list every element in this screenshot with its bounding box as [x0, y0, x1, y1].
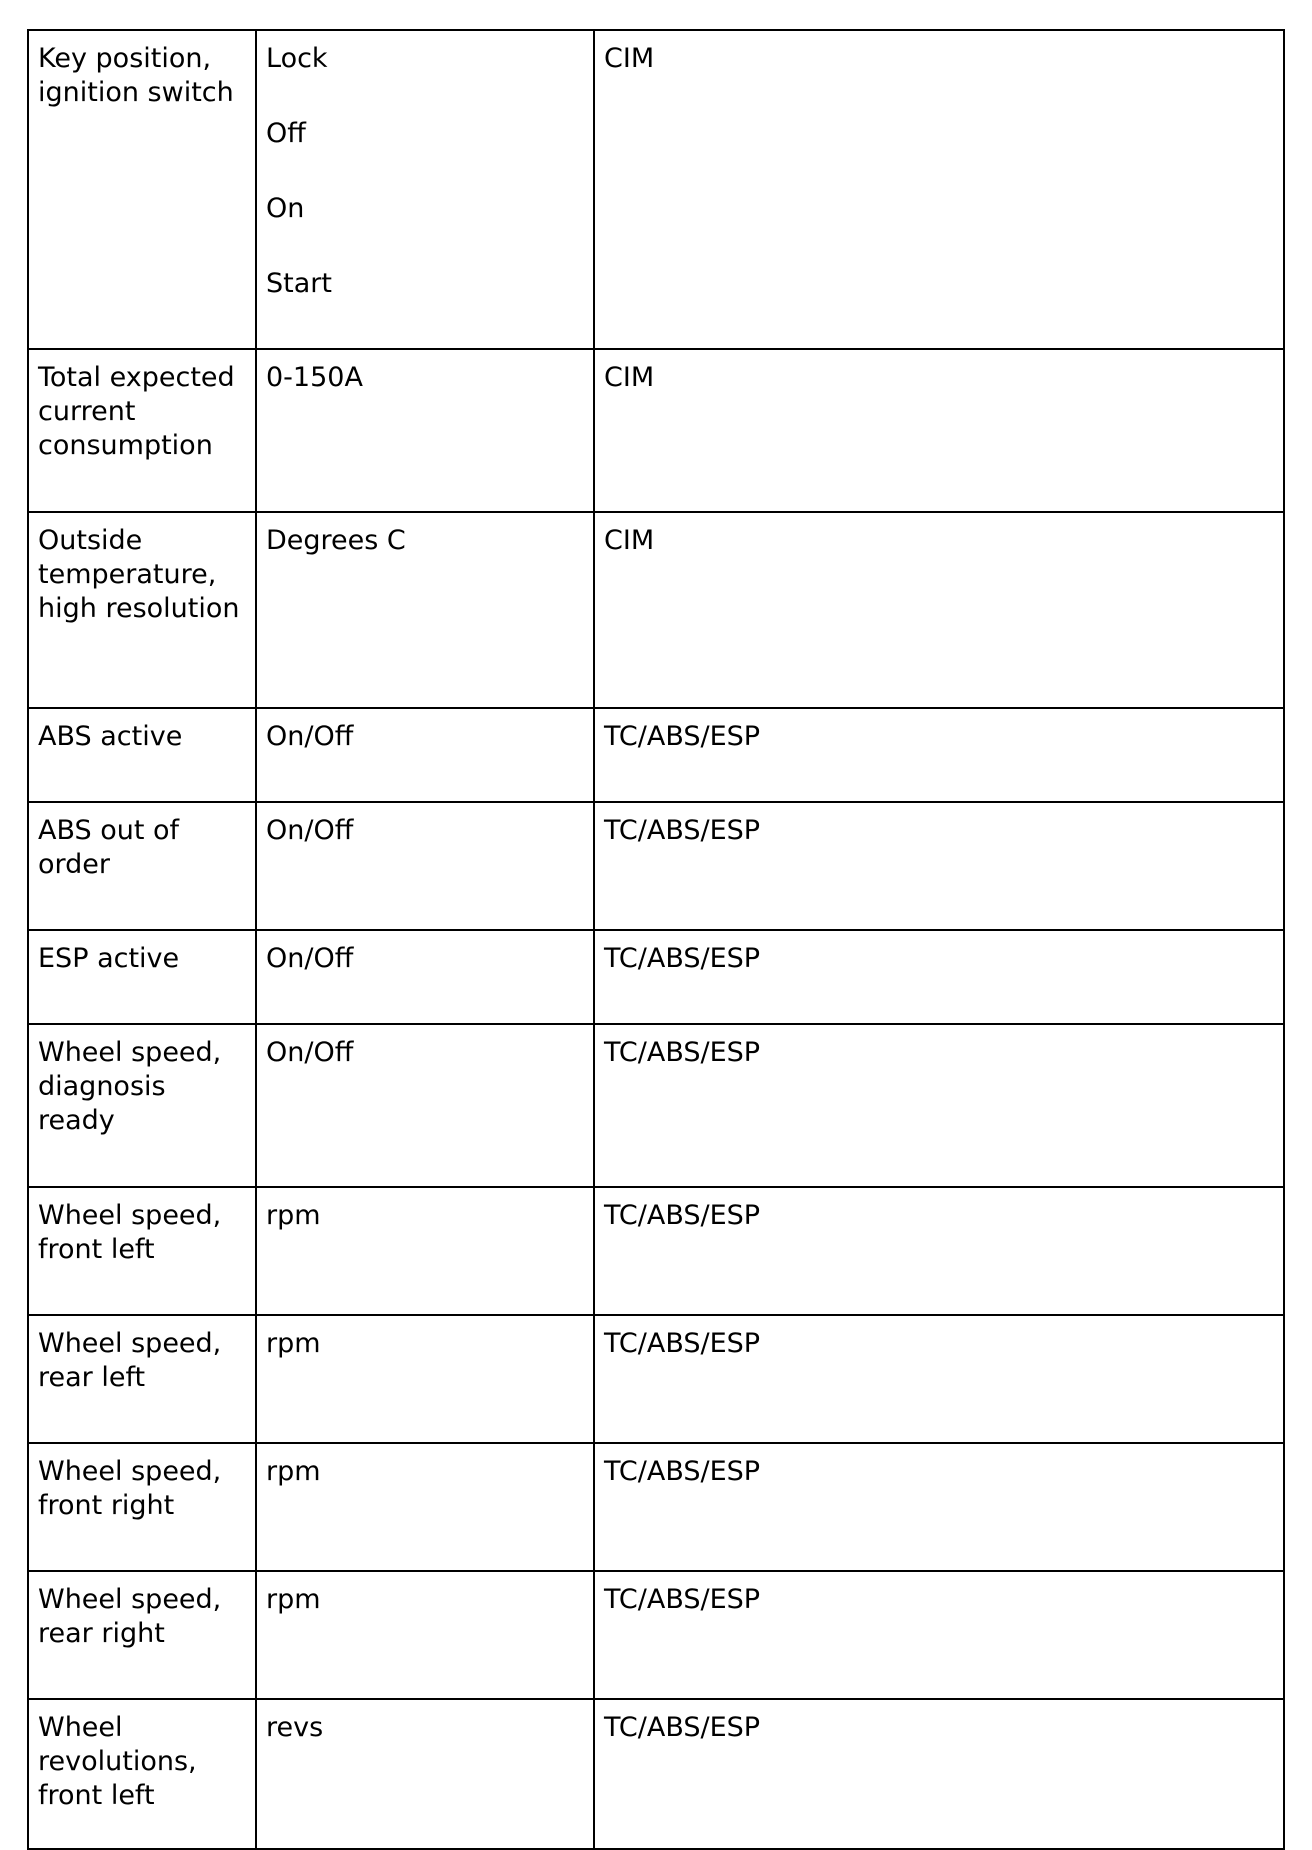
parameter-cell: Key position, ignition switch — [28, 30, 256, 349]
value-cell: On/Off — [256, 708, 594, 802]
source-cell: CIM — [594, 30, 1284, 349]
parameter-cell: Wheel speed, rear left — [28, 1315, 256, 1443]
value-cell: revs — [256, 1699, 594, 1849]
parameter-cell: Wheel speed, front left — [28, 1187, 256, 1315]
source-cell: TC/ABS/ESP — [594, 1699, 1284, 1849]
table-row — [28, 1699, 1284, 1849]
parameter-cell: Wheel revolutions, front left — [28, 1699, 256, 1849]
parameter-cell: Wheel speed, front right — [28, 1443, 256, 1571]
parameter-cell: Total expected current consumption — [28, 349, 256, 512]
source-cell: TC/ABS/ESP — [594, 930, 1284, 1024]
value-cell: 0-150A — [256, 349, 594, 512]
source-cell: TC/ABS/ESP — [594, 1315, 1284, 1443]
parameter-cell: ESP active — [28, 930, 256, 1024]
source-cell: TC/ABS/ESP — [594, 1571, 1284, 1699]
table-row — [28, 1443, 1284, 1571]
source-cell: CIM — [594, 512, 1284, 708]
value-cell: rpm — [256, 1187, 594, 1315]
value-option: Off — [266, 118, 306, 149]
value-cell: On/Off — [256, 930, 594, 1024]
value-cell: Degrees C — [256, 512, 594, 708]
table-row — [28, 802, 1284, 930]
source-cell: TC/ABS/ESP — [594, 802, 1284, 930]
parameter-cell: Outside temperature, high resolution — [28, 512, 256, 708]
value-cell: On/Off — [256, 1024, 594, 1187]
source-cell: TC/ABS/ESP — [594, 708, 1284, 802]
signal-table — [27, 29, 1285, 1850]
source-cell: CIM — [594, 349, 1284, 512]
table-row — [28, 30, 1284, 349]
value-cell: rpm — [256, 1571, 594, 1699]
value-cell: rpm — [256, 1443, 594, 1571]
parameter-cell: Wheel speed, rear right — [28, 1571, 256, 1699]
value-cell: rpm — [256, 1315, 594, 1443]
value-option: Start — [266, 268, 332, 299]
table-row — [28, 512, 1284, 708]
value-cell — [256, 30, 594, 349]
table-row — [28, 1571, 1284, 1699]
parameter-cell: ABS active — [28, 708, 256, 802]
table-row — [28, 1187, 1284, 1315]
table-row — [28, 1024, 1284, 1187]
parameter-cell: Wheel speed, diagnosis ready — [28, 1024, 256, 1187]
source-cell: TC/ABS/ESP — [594, 1187, 1284, 1315]
value-cell: On/Off — [256, 802, 594, 930]
value-option: On — [266, 193, 305, 224]
table-row — [28, 930, 1284, 1024]
source-cell: TC/ABS/ESP — [594, 1443, 1284, 1571]
table-row — [28, 708, 1284, 802]
table-row — [28, 349, 1284, 512]
value-option: Lock — [266, 43, 328, 74]
parameter-cell: ABS out of order — [28, 802, 256, 930]
table-row — [28, 1315, 1284, 1443]
source-cell: TC/ABS/ESP — [594, 1024, 1284, 1187]
